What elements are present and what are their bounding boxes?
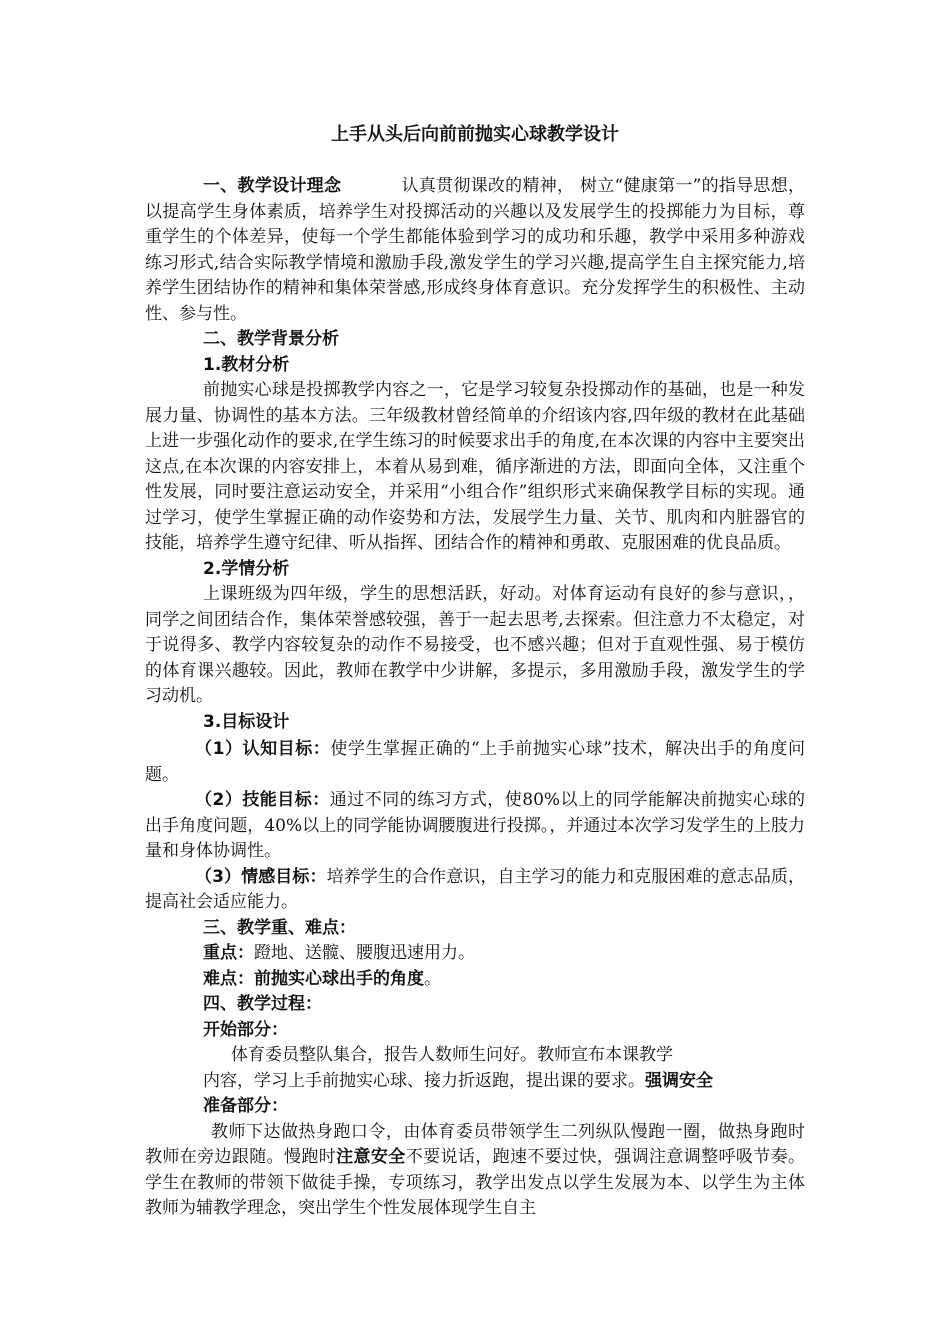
subheading-preparation-part: 准备部分： xyxy=(203,1096,288,1116)
section-heading-background: 二、教学背景分析 xyxy=(203,329,339,349)
paragraph-student-analysis: 上课班级为四年级，学生的思想活跃，好动。对体育运动有良好的参与意识，，同学之间团结合作，集体荣誉感较强，善于一起去思考,去探索。但注意力不太稳定，对于说得多、教学内容较复杂的动作不易接受，也不感兴趣；但对于直观性强、易于模仿的体育课兴趣较。因此，教师在教学中少讲解，多提示，多用激励手段，激发学生的学习动机。 xyxy=(145,584,805,706)
subheading-material-analysis: 1.教材分析 xyxy=(203,354,290,375)
preparation-emphasis: 注意安全 xyxy=(336,1147,406,1167)
start-part-text: 内容，学习上手前抛实心球、接力折返跑，提出课的要求。 xyxy=(203,1070,645,1091)
section-heading-key-points: 三、教学重、难点： xyxy=(203,917,356,938)
goal-skill xyxy=(145,788,805,865)
subheading-goal-design: 3.目标设计 xyxy=(203,711,290,732)
goal-text: 通过不同的练习方式，使80%以上的同学能解决前抛实心球的出手角度问题，40%以上的同学能协调腰腹进行投掷。，并通过本次学习发学生的上肢力量和身体协调性。 xyxy=(145,790,805,861)
goal-label: （2）技能目标： xyxy=(195,790,330,810)
start-part-emphasis: 强调安全 xyxy=(645,1070,713,1091)
key-point xyxy=(145,941,805,967)
section-heading: 一、教学设计理念 xyxy=(203,176,342,196)
goal-text: 使学生掌握正确的“上手前抛实心球”技术，解决出手的角度问题。 xyxy=(145,739,805,785)
goal-label: （3）情感目标： xyxy=(195,866,327,887)
subheading-student-analysis: 2.学情分析 xyxy=(203,558,290,579)
document-title: 上手从头后向前前抛实心球教学设计 xyxy=(331,124,619,145)
goal-text: 培养学生的合作意识，自主学习的能力和克服困难的意志品质，提高社会适应能力。 xyxy=(145,866,805,912)
document-body xyxy=(145,174,805,1222)
paragraph-text: 认真贯彻课改的精神， 树立“健康第一”的指导思想，以提高学生身体素质，培养学生对投掷活动的兴趣以及发展学生的投掷能力为目标，尊重学生的个体差异，使每一个学生都能体验到学习的成功和乐趣，教学中采用多种游戏练习形式,结合实际教学情境和激励手段,激发学生的学习兴趣,提高学生自主探究能力,培养学生团结协作的精神和集体荣誉感,形成终身体育意识。充分发挥学生的积极性、主动性、参与性。 xyxy=(145,176,805,324)
subheading-start-part: 开始部分： xyxy=(203,1019,288,1040)
difficulty-label: 难点： xyxy=(203,968,254,989)
goal-affective xyxy=(145,865,805,916)
difficulty-point xyxy=(145,967,805,993)
preparation-paragraph xyxy=(145,1120,805,1222)
goal-label: （1）认知目标： xyxy=(195,739,331,759)
section-design-philosophy xyxy=(145,174,805,327)
start-part-line2 xyxy=(145,1069,805,1095)
difficulty-text: 前抛实心球出手的角度 xyxy=(254,968,424,989)
preparation-text-a: 教师下达做热身跑口令，由体育委员带领学生二列纵队慢跑一圈，做热身跑时教师在旁边跟随。慢跑时 xyxy=(145,1121,805,1167)
goal-cognitive xyxy=(145,737,805,788)
paragraph-material-analysis: 前抛实心球是投掷教学内容之一，它是学习较复杂投掷动作的基础，也是一种发展力量、协调性的基本方法。三年级教材曾经简单的介绍该内容,四年级的教材在此基础上进一步强化动作的要求,在学生练习的时候要求出手的角度,在本次课的内容中主要突出这点,在本次课的内容安排上，本着从易到难，循序渐进的方法，即面向全体，又注重个性发展，同时要注意运动安全，并采用“小组合作”组织形式来确保教学目标的实现。通过学习，使学生掌握正确的动作姿势和方法，发展学生力量、关节、肌肉和内脏器官的技能，培养学生遵守纪律、听从指挥、团结合作的精神和勇敢、克服困难的优良品质。 xyxy=(145,380,805,553)
key-point-label: 重点： xyxy=(203,943,254,963)
section-heading-process: 四、教学过程： xyxy=(203,994,322,1014)
preparation-text-b: 不要说话，跑速不要过快，强调注意调整呼吸节奏。学生在教师的带领下做徒手操，专项练习，教学出发点以学生发展为本、以学生为主体教师为辅教学理念，突出学生个性发展体现学生自主 xyxy=(145,1147,806,1218)
start-part-line1: 体育委员整队集合，报告人数师生问好。教师宣布本课教学 xyxy=(231,1045,673,1065)
difficulty-end: 。 xyxy=(424,968,441,989)
key-point-text: 蹬地、送髋、腰腹迅速用力。 xyxy=(254,943,475,963)
